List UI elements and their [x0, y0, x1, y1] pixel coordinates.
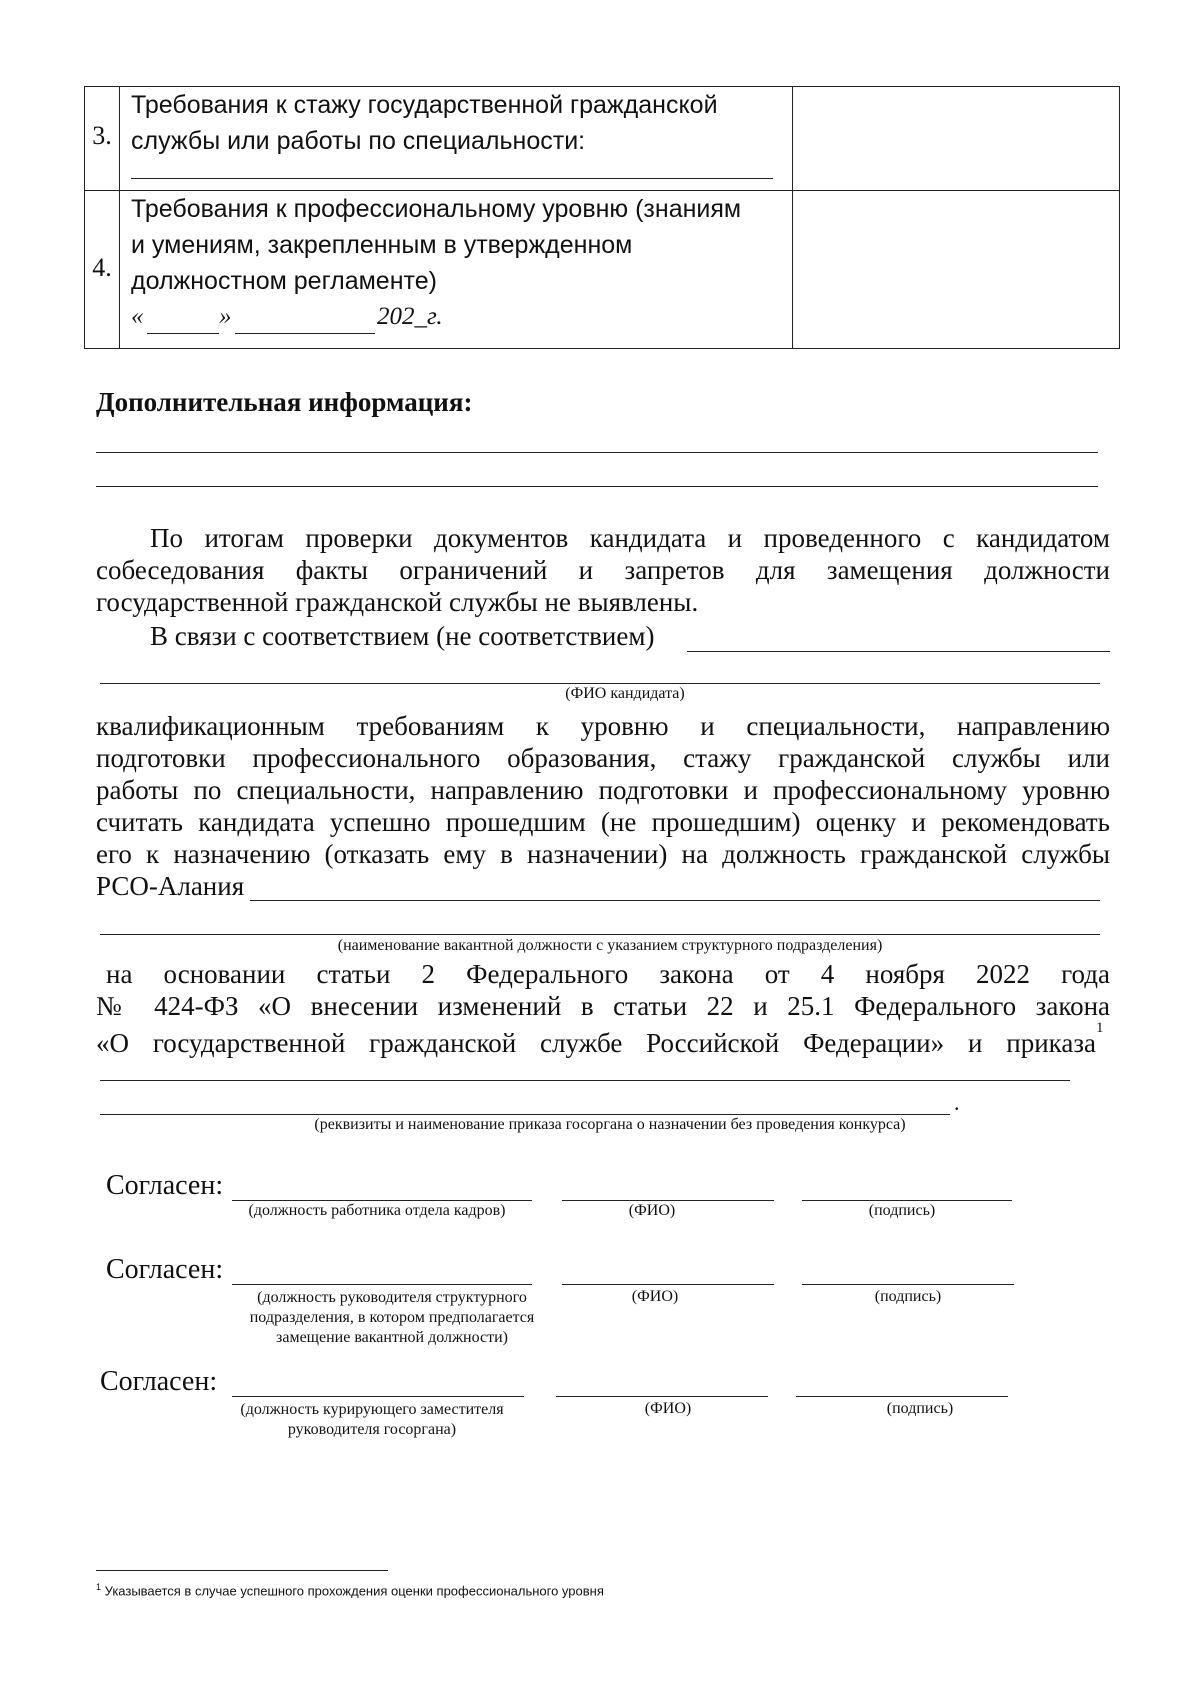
paragraph-line: государственной гражданской службы не выявлены.: [96, 587, 699, 617]
signature-line: [802, 1200, 1012, 1201]
position-line: [232, 1284, 532, 1285]
date-close-quote: »: [219, 303, 232, 330]
paragraph-line: работы по специальности, направлению подготовки и профессиональному уровню: [96, 775, 1110, 805]
caption-line: замещение вакантной должности): [276, 1329, 508, 1346]
paragraph-line: квалификационным требованиям к уровню и специальности, направлению: [96, 711, 1110, 741]
caption-line: (должность руководителя структурного: [257, 1289, 527, 1306]
paragraph-line: его к назначению (отказать ему в назначении) на должность гражданской службы: [96, 839, 1110, 869]
fill-line: [131, 178, 773, 179]
fio-caption: (ФИО): [631, 1288, 679, 1305]
cell-line: службы или работы по специальности:: [131, 127, 586, 155]
paragraph-line: РСО-Алания: [96, 871, 245, 901]
agreed-label: Согласен:: [106, 1254, 224, 1285]
table-divider: [792, 87, 793, 348]
vacancy-caption: (наименование вакантной должности с указанием структурного подразделения): [337, 937, 883, 954]
paragraph-line: на основании статьи 2 Федерального закона от 4 ноября 2022 года: [106, 959, 1110, 989]
row-number: 4.: [92, 253, 112, 282]
position-caption: (должность работника отдела кадров): [248, 1202, 506, 1219]
row-number: 3.: [92, 121, 112, 150]
fio-line: [562, 1284, 774, 1285]
cell-line: должностном регламенте): [131, 267, 437, 295]
fill-line: [96, 452, 1098, 453]
position-line: [232, 1396, 524, 1397]
paragraph-line: По итогам проверки документов кандидата и проведенного с кандидатом: [150, 523, 1110, 553]
paragraph-line: собеседования факты ограничений и запретов для замещения должности: [96, 555, 1110, 585]
cell-line: Требования к профессиональному уровню (знаниям: [131, 195, 742, 223]
fio-line: [556, 1396, 768, 1397]
order-caption: (реквизиты и наименование приказа госоргана о назначении без проведения конкурса): [314, 1116, 906, 1133]
table-row-4-text: [131, 191, 781, 299]
fill-line: [250, 900, 1100, 901]
fio-caption: (ФИО): [644, 1400, 692, 1417]
footnote-separator: [96, 1570, 388, 1571]
paragraph-line: «О государственной гражданской службе Российской Федерации» и приказа: [96, 1028, 1096, 1058]
agreed-label: Согласен:: [106, 1170, 224, 1201]
position-line: [232, 1200, 532, 1201]
footnote-text: Указывается в случае успешного прохождения оценки профессионального уровня: [104, 1583, 604, 1599]
paragraph-line: подготовки профессионального образования, стажу гражданской службы или: [96, 743, 1110, 773]
fill-line: [100, 683, 1100, 684]
paragraph-line: № 424-ФЗ «О внесении изменений в статьи 22 и 25.1 Федерального закона: [96, 991, 1110, 1021]
signature-line: [796, 1396, 1008, 1397]
table-divider: [119, 87, 120, 348]
fill-line: [96, 486, 1098, 487]
date-year: 202_г.: [377, 303, 443, 330]
requirements-table: [84, 86, 1120, 349]
date-field: [131, 303, 791, 343]
signature-caption: (подпись): [886, 1400, 954, 1417]
fio-candidate-caption: (ФИО кандидата): [565, 685, 685, 702]
signature-caption: (подпись): [874, 1288, 942, 1305]
in-connection-text: В связи с соответствием (не соответствием): [150, 621, 655, 651]
signature-line: [802, 1284, 1014, 1285]
footnote-mark: 1: [96, 1582, 102, 1592]
agreed-label: Согласен:: [100, 1366, 218, 1397]
day-line: [147, 333, 219, 334]
fio-caption: (ФИО): [628, 1202, 676, 1219]
cell-line: Требования к стажу государственной гражданской: [131, 91, 718, 119]
caption-line: (должность курирующего заместителя: [240, 1401, 504, 1418]
fill-line: [100, 1080, 1070, 1081]
paragraph-line: считать кандидата успешно прошедшим (не прошедшим) оценку и рекомендовать: [96, 807, 1110, 837]
additional-info-heading: Дополнительная информация:: [96, 387, 473, 417]
table-row-3-text: [131, 87, 781, 159]
order-end-period: .: [954, 1090, 960, 1115]
footnote-mark: 1: [1096, 1020, 1104, 1036]
fio-line: [562, 1200, 774, 1201]
fill-line: [687, 651, 1110, 652]
caption-line: подразделения, в котором предполагается: [249, 1309, 535, 1326]
month-line: [235, 333, 375, 334]
position-caption: [222, 1400, 522, 1440]
fill-line: [100, 934, 1100, 935]
date-open-quote: «: [131, 303, 144, 330]
footnote: [96, 1582, 604, 1598]
paragraph-line-with-footnote: [96, 1022, 1110, 1059]
signature-caption: (подпись): [868, 1202, 936, 1219]
cell-line: и умениям, закрепленным в утвержденном: [131, 231, 633, 259]
caption-line: руководителя госоргана): [287, 1421, 457, 1438]
position-caption: [222, 1288, 562, 1348]
fill-line: [100, 1114, 950, 1115]
